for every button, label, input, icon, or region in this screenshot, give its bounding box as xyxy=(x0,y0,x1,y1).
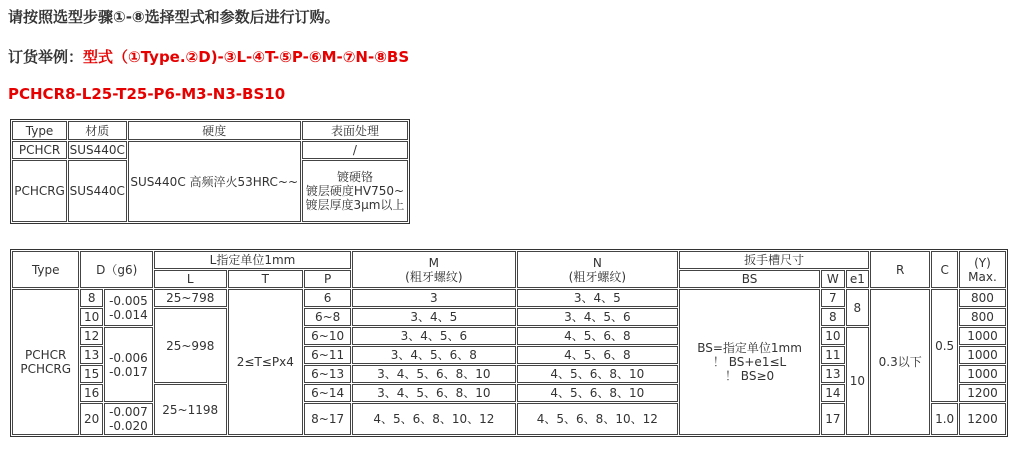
header-bs: BS xyxy=(679,270,820,288)
y-cell: 1000 xyxy=(959,346,1006,364)
y-cell: 800 xyxy=(959,308,1006,326)
order-example-format: 型式（①Type.②D)-③L-④T-⑤P-⑥M-⑦N-⑧BS xyxy=(83,48,410,66)
tolerance-line: -0.014 xyxy=(109,307,148,322)
type-cell: PCHCR xyxy=(12,141,67,159)
w-cell: 13 xyxy=(821,365,845,383)
header-m-label: M xyxy=(428,255,440,270)
m-cell: 3、4、5、6 xyxy=(352,327,516,345)
header-y-label: (Y) xyxy=(974,255,991,270)
header-n-sub: (粗牙螺纹) xyxy=(568,269,627,284)
w-cell: 8 xyxy=(821,308,845,326)
tolerance-line: -0.007 xyxy=(109,405,148,419)
hardness-cell: SUS440C 高频淬火53HRC~~ xyxy=(128,141,301,222)
y-cell: 1000 xyxy=(959,365,1006,383)
e1-cell: 10 xyxy=(846,327,870,435)
header-y-sub: Max. xyxy=(968,269,997,284)
header-l: L xyxy=(154,270,227,288)
w-cell: 17 xyxy=(821,403,845,435)
header-n-label: N xyxy=(592,255,602,270)
tolerance-line: -0.006 xyxy=(109,350,148,365)
m-cell: 4、5、6、8、10、12 xyxy=(352,403,516,435)
p-cell: 6 xyxy=(304,289,351,307)
r-cell: 0.3以下 xyxy=(870,289,930,435)
header-t: T xyxy=(228,270,304,288)
header-m xyxy=(352,251,516,288)
material-cell: SUS440C xyxy=(68,160,126,222)
tolerance-cell xyxy=(104,403,153,435)
c-cell: 0.5 xyxy=(931,289,958,402)
w-cell: 14 xyxy=(821,384,845,402)
type-line: PCHCRG xyxy=(20,362,72,376)
surface-line: 镀层硬度HV750~ xyxy=(305,184,405,198)
tolerance-line: -0.020 xyxy=(109,419,148,433)
order-example-code: PCHCR8-L25-T25-P6-M3-N3-BS10 xyxy=(8,85,286,103)
tolerance-line: -0.005 xyxy=(109,293,148,308)
m-cell: 3、4、5、6、8、10 xyxy=(352,384,516,402)
d-cell: 10 xyxy=(80,308,102,326)
m-cell: 3、4、5、6、8、10 xyxy=(352,365,516,383)
header-r: R xyxy=(870,251,930,288)
e1-cell: 8 xyxy=(846,289,870,326)
header-material: 材质 xyxy=(68,121,126,140)
n-cell: 3、4、5 xyxy=(517,289,678,307)
type-cell xyxy=(12,289,79,435)
order-example-label: 订货举例： xyxy=(8,48,84,66)
header-y xyxy=(959,251,1006,288)
m-cell: 3、4、5 xyxy=(352,308,516,326)
c-cell: 1.0 xyxy=(931,403,958,435)
n-cell: 4、5、6、8 xyxy=(517,346,678,364)
n-cell: 4、5、6、8、10、12 xyxy=(517,403,678,435)
n-cell: 3、4、5、6 xyxy=(517,308,678,326)
n-cell: 4、5、6、8、10 xyxy=(517,365,678,383)
d-cell: 20 xyxy=(80,403,102,435)
l-cell: 25~798 xyxy=(154,289,227,307)
header-wrench: 扳手槽尺寸 xyxy=(679,251,869,269)
header-w: W xyxy=(821,270,845,288)
tolerance-line: -0.017 xyxy=(109,364,148,379)
surface-cell: / xyxy=(302,141,408,159)
w-cell: 11 xyxy=(821,346,845,364)
header-n xyxy=(517,251,678,288)
bs-cell xyxy=(679,289,820,435)
p-cell: 6~8 xyxy=(304,308,351,326)
p-cell: 6~13 xyxy=(304,365,351,383)
header-c: C xyxy=(931,251,958,288)
header-l-group: L指定单位1mm xyxy=(154,251,351,269)
type-cell: PCHCRG xyxy=(12,160,67,222)
order-example xyxy=(8,46,409,67)
tolerance-cell xyxy=(104,289,153,326)
y-cell: 1200 xyxy=(959,384,1006,402)
bs-line: ！ BS≥0 xyxy=(724,369,775,383)
n-cell: 4、5、6、8 xyxy=(517,327,678,345)
header-m-sub: (粗牙螺纹) xyxy=(405,269,463,284)
l-cell: 25~1198 xyxy=(154,384,227,435)
y-cell: 1000 xyxy=(959,327,1006,345)
y-cell: 1200 xyxy=(959,403,1006,435)
header-hardness: 硬度 xyxy=(128,121,301,140)
header-surface: 表面处理 xyxy=(302,121,408,140)
surface-line: 镀层厚度3μm以上 xyxy=(305,198,405,212)
surface-cell xyxy=(302,160,408,222)
y-cell: 800 xyxy=(959,289,1006,307)
instruction-text: 请按照选型步骤①-⑧选择型式和参数后进行订购。 xyxy=(8,8,340,26)
l-cell: 25~998 xyxy=(154,308,227,383)
d-cell: 16 xyxy=(80,384,102,402)
d-cell: 12 xyxy=(80,327,102,345)
tolerance-cell xyxy=(104,327,153,402)
m-cell: 3 xyxy=(352,289,516,307)
header-diameter: D（g6) xyxy=(80,251,153,288)
w-cell: 7 xyxy=(821,289,845,307)
spec-table xyxy=(10,249,1008,437)
type-line: PCHCR xyxy=(25,348,67,362)
p-cell: 6~14 xyxy=(304,384,351,402)
p-cell: 8~17 xyxy=(304,403,351,435)
header-type: Type xyxy=(12,121,67,140)
material-table xyxy=(10,119,410,224)
header-type: Type xyxy=(12,251,79,288)
bs-line: BS=指定单位1mm xyxy=(697,341,802,355)
t-cell: 2≤T≤Px4 xyxy=(228,289,304,435)
w-cell: 10 xyxy=(821,327,845,345)
bs-line: ！ BS+e1≤L xyxy=(712,355,787,369)
material-cell: SUS440C xyxy=(69,143,125,157)
p-cell: 6~11 xyxy=(304,346,351,364)
n-cell: 4、5、6、8、10 xyxy=(517,384,678,402)
p-cell: 6~10 xyxy=(304,327,351,345)
header-e1: e1 xyxy=(846,270,870,288)
d-cell: 15 xyxy=(80,365,102,383)
m-cell: 3、4、5、6、8 xyxy=(352,346,516,364)
d-cell: 8 xyxy=(80,289,102,307)
surface-line: 镀硬铬 xyxy=(336,170,373,184)
d-cell: 13 xyxy=(80,346,102,364)
header-p: P xyxy=(304,270,351,288)
